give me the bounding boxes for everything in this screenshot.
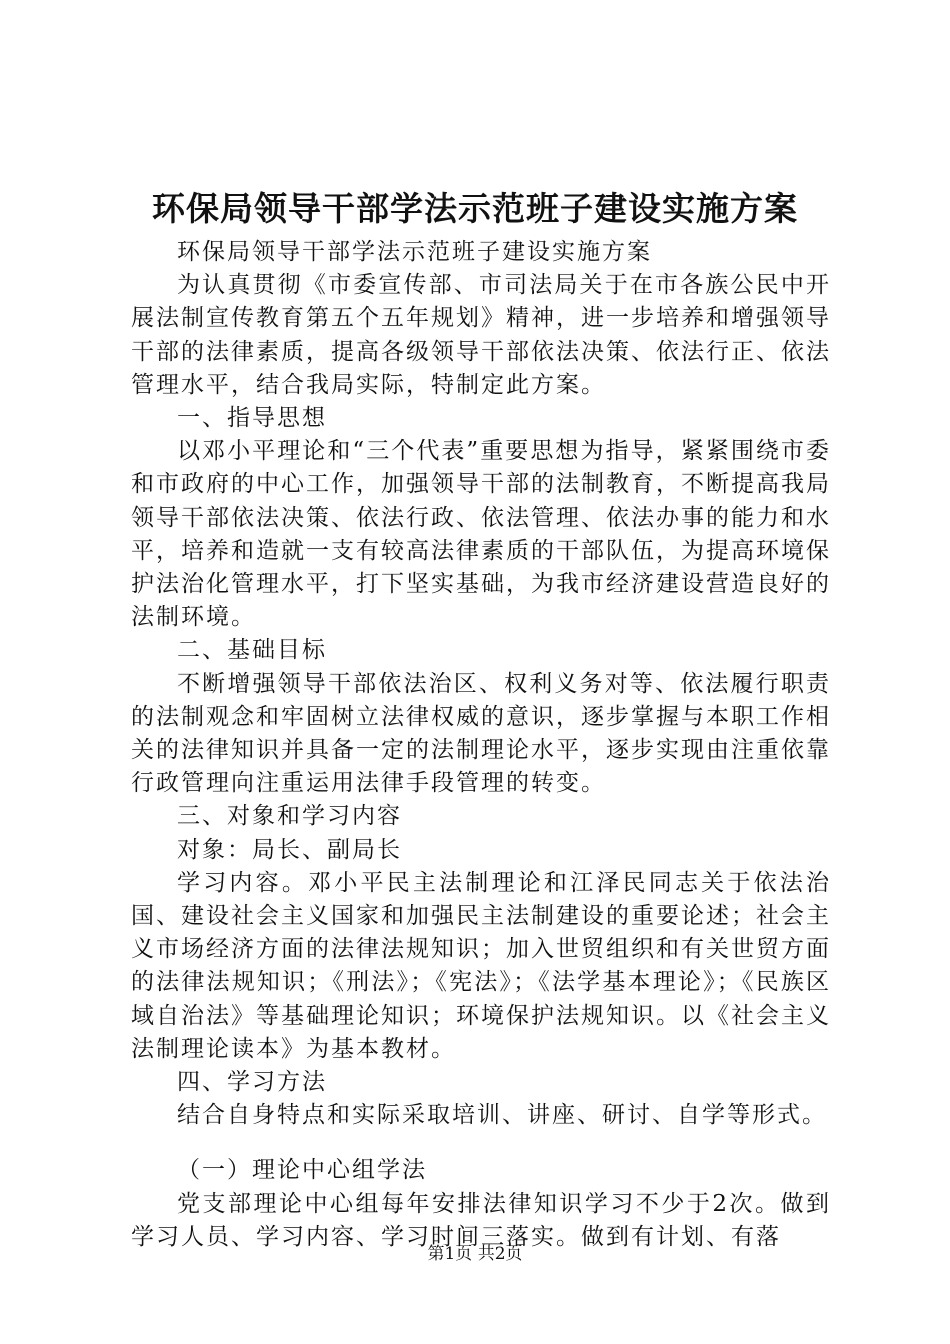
- subsection-heading-theory-group: （一）理论中心组学法: [177, 1157, 427, 1184]
- section-heading-targets-content: 三、对象和学习内容: [177, 803, 402, 830]
- targets-line: 对象：局长、副局长: [177, 836, 402, 863]
- section-heading-study-methods: 四、学习方法: [177, 1069, 327, 1096]
- intro-paragraph: 为认真贯彻《市委宣传部、市司法局关于在市各族公民中开展法制宣传教育第五个五年规划》精神，进一步培养和增强领导干部的法律素质，提高各级领导干部依法决策、依法行正、依法管理水平，结合我局实际，特制定此方案。: [131, 272, 831, 398]
- section-heading-guiding-thought: 一、指导思想: [177, 405, 327, 432]
- paragraph-gap: [131, 1132, 831, 1154]
- guiding-thought-paragraph: 以邓小平理论和“三个代表”重要思想为指导，紧紧围绕市委和市政府的中心工作，加强领导干部的法制教育，不断提高我局领导干部依法决策、依法行政、依法管理、依法办事的能力和水平，培养和造就一支有较高法律素质的干部队伍，为提高环境保护法治化管理水平，打下坚实基础，为我市经济建设营造良好的法制环境。: [131, 438, 831, 631]
- document-title: 环保局领导干部学法示范班子建设实施方案: [152, 189, 798, 228]
- theory-group-paragraph: 党支部理论中心组每年安排法律知识学习不少于2次。做到学习人员、学习内容、学习时间三落实。做到有计划、有落: [131, 1190, 831, 1250]
- section-heading-basic-goals: 二、基础目标: [177, 637, 327, 664]
- page-footer: 第1页 共2页: [427, 1244, 523, 1264]
- document-body: [131, 236, 831, 1254]
- basic-goals-paragraph: 不断增强领导干部依法治区、权利义务对等、依法履行职责的法制观念和牢固树立法律权威的意识，逐步掌握与本职工作相关的法律知识并具备一定的法制理论水平，逐步实现由注重依靠行政管理向注重运用法律手段管理的转变。: [131, 670, 831, 797]
- repeated-title: 环保局领导干部学法示范班子建设实施方案: [177, 239, 652, 265]
- study-content-paragraph: 学习内容。邓小平民主法制理论和江泽民同志关于依法治国、建设社会主义国家和加强民主法制建设的重要论述；社会主义市场经济方面的法律法规知识；加入世贸组织和有关世贸方面的法律法规知识；《刑法》；《宪法》；《法学基本理论》；《民族区域自治法》等基础理论知识；环境保护法规知识。以《社会主义法制理论读本》为基本教材。: [131, 869, 831, 1062]
- study-methods-paragraph: 结合自身特点和实际采取培训、讲座、研讨、自学等形式。: [177, 1102, 827, 1129]
